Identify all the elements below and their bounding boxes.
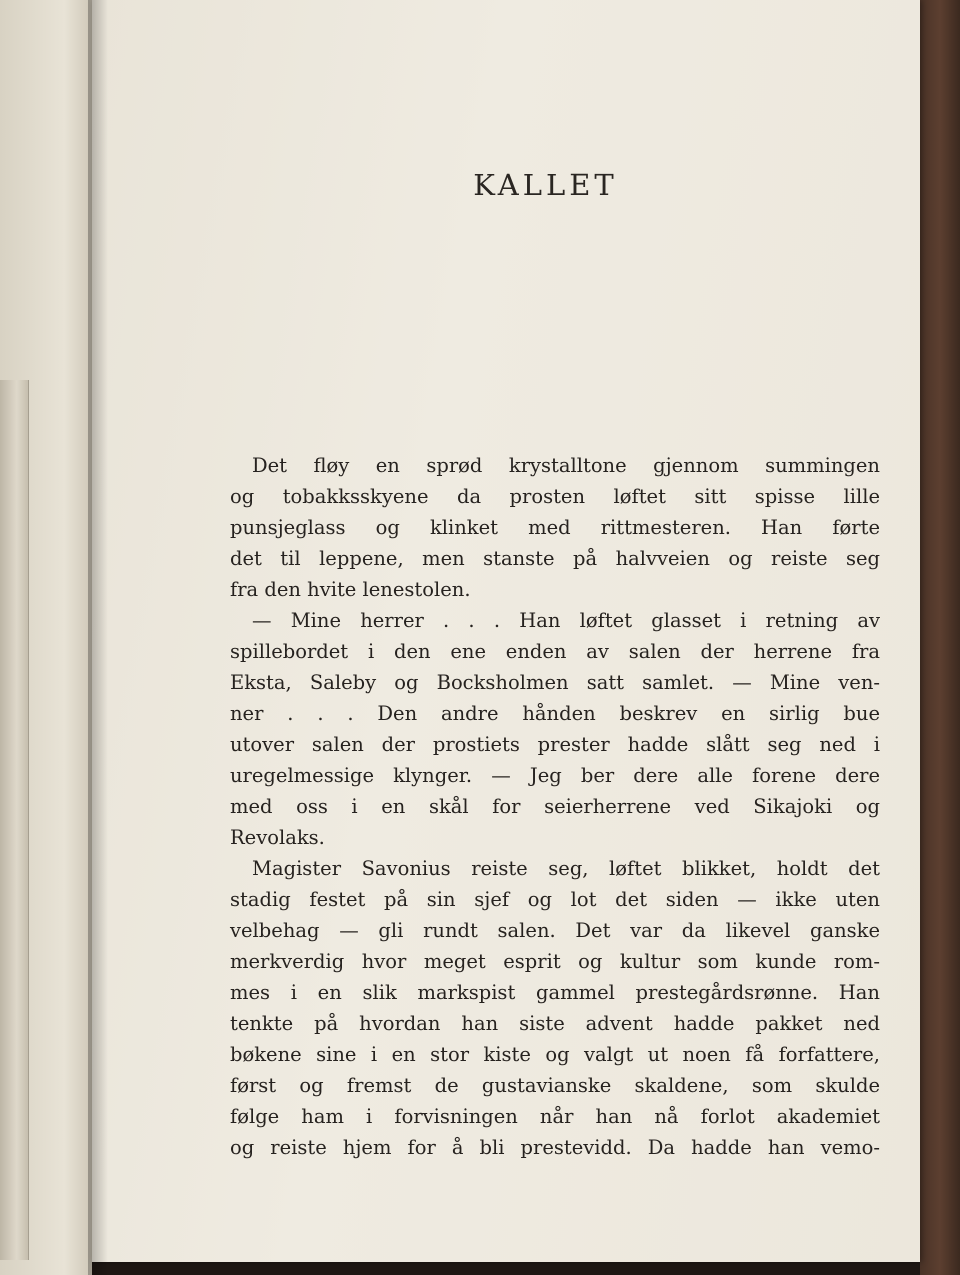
book-page (92, 0, 920, 1262)
text-line: bøkene sine i en stor kiste og valgt ut noen få forfattere, (230, 1043, 880, 1066)
text-line: velbehag — gli rundt salen. Det var da likevel ganske (230, 919, 880, 942)
paragraph-1 (230, 450, 880, 605)
text-line: merkverdig hvor meget esprit og kultur som kunde rom- (230, 950, 880, 973)
text-line: tenkte på hvordan han siste advent hadde pakket ned (230, 1012, 880, 1035)
text-line: punsjeglass og klinket med rittmesteren. Han førte (230, 516, 880, 539)
paragraph-2 (230, 605, 880, 853)
text-line: stadig festet på sin sjef og lot det siden — ikke uten (230, 888, 880, 911)
text-line: med oss i en skål for seierherrene ved Sikajoki og (230, 795, 880, 818)
text-line: Det fløy en sprød krystalltone gjennom summingen (252, 454, 880, 477)
text-line: Magister Savonius reiste seg, løftet blikket, holdt det (252, 857, 880, 880)
text-line: utover salen der prostiets prester hadde slått seg ned i (230, 733, 880, 756)
table-surface (92, 1262, 920, 1275)
text-line: følge ham i forvisningen når han nå forlot akademiet (230, 1105, 880, 1128)
text-line: Revolaks. (230, 826, 325, 849)
text-line: — Mine herrer . . . Han løftet glasset i retning av (252, 609, 880, 632)
text-line: mes i en slik markspist gammel prestegårdsrønne. Han (230, 981, 880, 1004)
text-line: uregelmessige klynger. — Jeg ber dere alle forene dere (230, 764, 880, 787)
text-line: og tobakksskyene da prosten løftet sitt spisse lille (230, 485, 880, 508)
text-line: og reiste hjem for å bli prestevidd. Da hadde han vemo- (230, 1136, 880, 1159)
text-line: først og fremst de gustavianske skaldene, som skulde (230, 1074, 880, 1097)
spine-shadow (88, 0, 108, 1275)
text-line: spillebordet i den ene enden av salen der herrene fra (230, 640, 880, 663)
text-line: Eksta, Saleby og Bocksholmen satt samlet. — Mine ven- (230, 671, 880, 694)
page-stack-edge (0, 380, 29, 1260)
body-text (230, 450, 880, 1163)
paragraph-3 (230, 853, 880, 1163)
text-line: det til leppene, men stanste på halvveien og reiste seg (230, 547, 880, 570)
text-line: fra den hvite lenestolen. (230, 578, 471, 601)
chapter-title: KALLET (473, 168, 618, 202)
text-line: ner . . . Den andre hånden beskrev en sirlig bue (230, 702, 880, 725)
